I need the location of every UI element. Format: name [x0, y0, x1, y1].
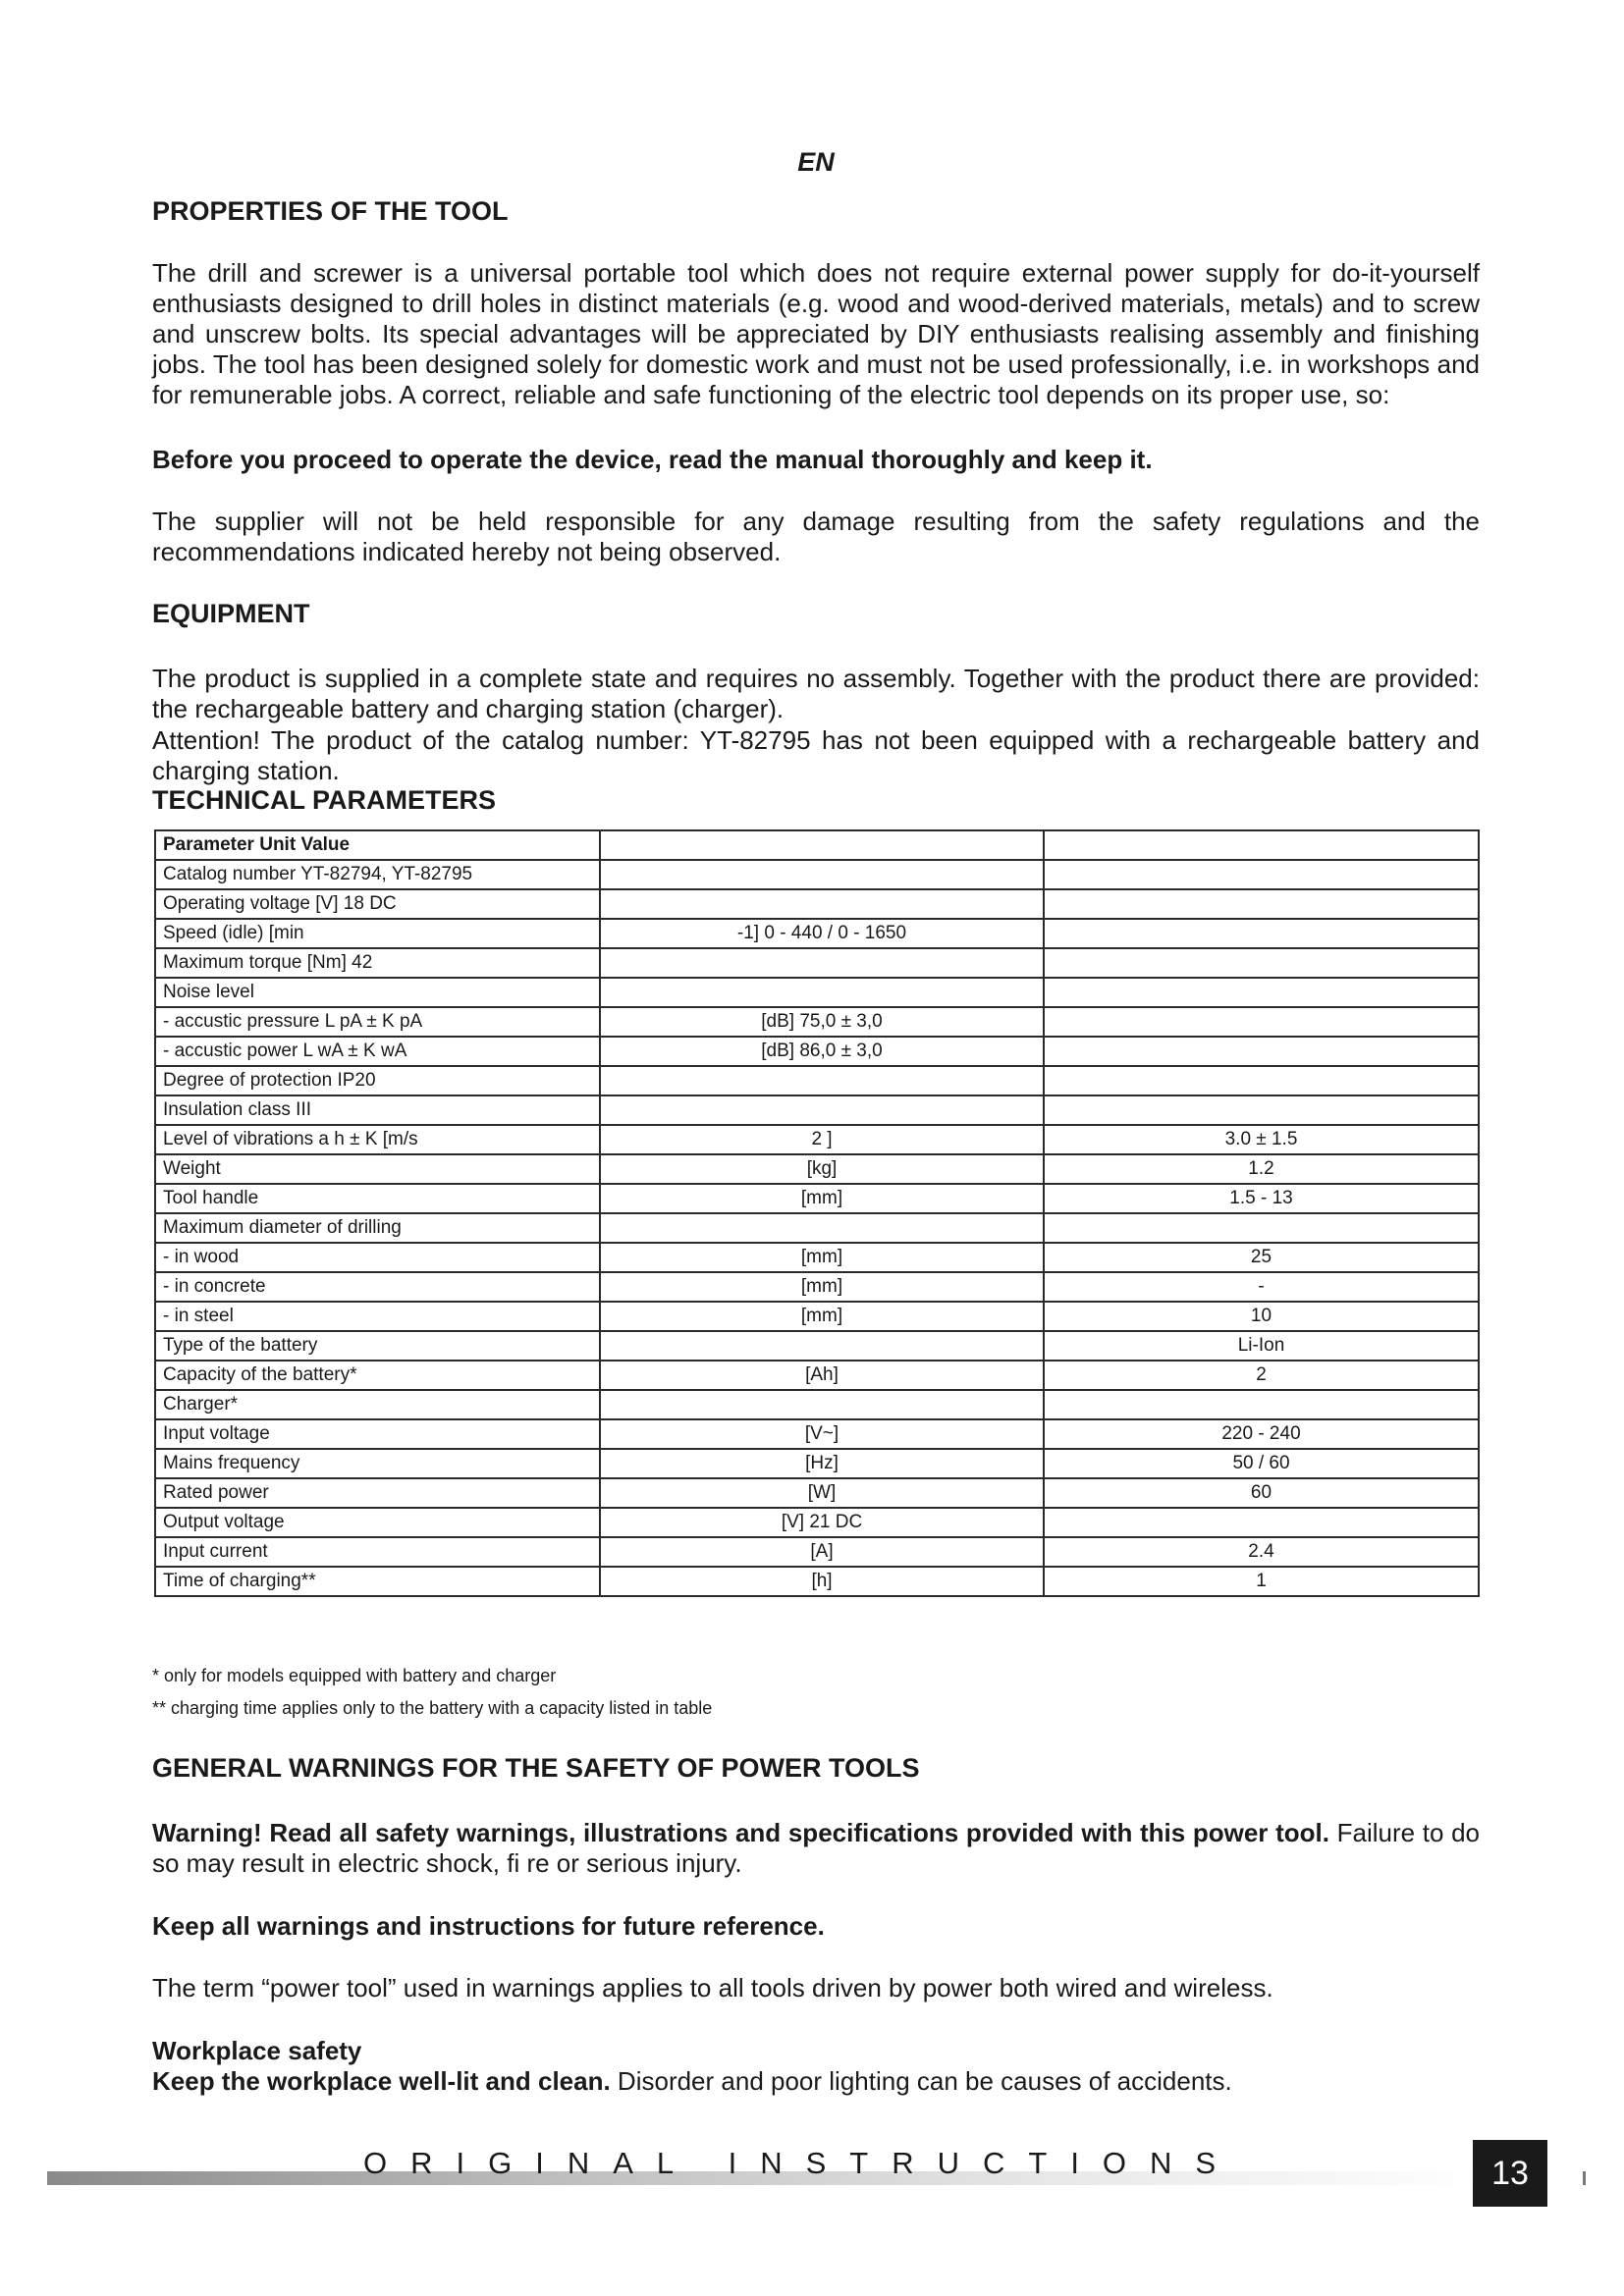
table-row [155, 1184, 1479, 1213]
table-row [155, 1508, 1479, 1537]
table-cell-c3 [1044, 948, 1479, 978]
table-cell-c2 [600, 1213, 1044, 1243]
table-cell-c2: 2 ] [600, 1125, 1044, 1154]
table-cell-c3 [1044, 1508, 1479, 1537]
equipment-paragraph: The product is supplied in a complete state and requires no assembly. Together with the product there are provided: the rechargeable battery and charging station (charger). [152, 664, 1480, 723]
table-cell-c1: Speed (idle) [min [155, 919, 600, 948]
table-cell-c1: Degree of protection IP20 [155, 1066, 600, 1095]
table-cell-c1: Input voltage [155, 1419, 600, 1449]
table-cell-c2 [600, 948, 1044, 978]
table-cell-c2: -1] 0 - 440 / 0 - 1650 [600, 919, 1044, 948]
table-cell-c2: [Ah] [600, 1361, 1044, 1390]
table-cell-c1: Input current [155, 1537, 600, 1567]
table-row [155, 1066, 1479, 1095]
table-cell-c2: [V~] [600, 1419, 1044, 1449]
warning-paragraph [152, 1818, 1480, 1879]
table-cell-c2: [dB] 75,0 ± 3,0 [600, 1007, 1044, 1037]
table-row [155, 919, 1479, 948]
table-cell-c2 [600, 1390, 1044, 1419]
table-cell-c3: 1 [1044, 1567, 1479, 1596]
table-row [155, 860, 1479, 889]
table-header-row [155, 830, 1479, 860]
footer-tick-mark [1583, 2171, 1586, 2185]
table-row [155, 1331, 1479, 1361]
table-cell-c2: [mm] [600, 1184, 1044, 1213]
table-cell-c1: Output voltage [155, 1508, 600, 1537]
table-row [155, 1537, 1479, 1567]
table-cell-c1: Insulation class III [155, 1095, 600, 1125]
table-cell-c3 [1044, 860, 1479, 889]
table-cell-c3: Li-Ion [1044, 1331, 1479, 1361]
supplier-disclaimer: The supplier will not be held responsible for any damage resulting from the safety regulations and the recommendations indicated hereby not being observed. [152, 507, 1480, 566]
technical-parameters-table [154, 829, 1480, 1597]
table-row [155, 1361, 1479, 1390]
table-cell-c1: Noise level [155, 978, 600, 1007]
table-row [155, 948, 1479, 978]
table-cell-c3: 1.5 - 13 [1044, 1184, 1479, 1213]
table-cell-c1: Maximum torque [Nm] 42 [155, 948, 600, 978]
table-cell-c1: Rated power [155, 1478, 600, 1508]
table-cell-c2 [600, 889, 1044, 919]
table-cell-c3: 10 [1044, 1302, 1479, 1331]
table-row [155, 1449, 1479, 1478]
table-cell-c2: [V] 21 DC [600, 1508, 1044, 1537]
heading-general-warnings: GENERAL WARNINGS FOR THE SAFETY OF POWER TOOLS [152, 1753, 920, 1783]
table-cell-c1: - accustic power L wA ± K wA [155, 1037, 600, 1066]
table-cell-c1: - in wood [155, 1243, 600, 1272]
table-cell-c1: Type of the battery [155, 1331, 600, 1361]
heading-properties: PROPERTIES OF THE TOOL [152, 196, 509, 226]
subheading-workplace-safety: Workplace safety [152, 2036, 362, 2065]
table-cell-c2: [mm] [600, 1272, 1044, 1302]
table-cell-c1: Catalog number YT-82794, YT-82795 [155, 860, 600, 889]
workplace-bold-text: Keep the workplace well-lit and clean. [152, 2066, 611, 2096]
workplace-rest-text: Disorder and poor lighting can be causes of accidents. [610, 2066, 1232, 2096]
read-manual-note: Before you proceed to operate the device, read the manual thoroughly and keep it. [152, 445, 1153, 474]
table-cell-c1: Level of vibrations a h ± K [m/s [155, 1125, 600, 1154]
table-cell-c3: 60 [1044, 1478, 1479, 1508]
footnote-1: * only for models equipped with battery and charger [152, 1666, 557, 1685]
table-cell-c3 [1044, 1390, 1479, 1419]
table-row [155, 1243, 1479, 1272]
table-cell-c2: [Hz] [600, 1449, 1044, 1478]
properties-paragraph: The drill and screwer is a universal portable tool which does not require external power supply for do-it-yourself enthusiasts designed to drill holes in distinct materials (e.g. wood and wood-derived materials, metals) and to screw and unscrew bolts. Its special advantages will be appreciated by DIY enthusiasts realising assembly and finishing jobs. The tool has been designed solely for domestic work and must not be used professionally, i.e. in workshops and for remunerable jobs. A correct, reliable and safe functioning of the electric tool depends on its proper use, so: [152, 258, 1480, 409]
table-row [155, 1037, 1479, 1066]
table-row [155, 1419, 1479, 1449]
table-cell-c3 [1044, 1037, 1479, 1066]
table-cell-c3 [1044, 1066, 1479, 1095]
table-cell-c3 [1044, 919, 1479, 948]
table-row [155, 1125, 1479, 1154]
heading-technical-parameters: TECHNICAL PARAMETERS [152, 785, 497, 815]
table-cell-c2: [kg] [600, 1154, 1044, 1184]
table-cell-c3: 3.0 ± 1.5 [1044, 1125, 1479, 1154]
footnote-2: ** charging time applies only to the battery with a capacity listed in table [152, 1698, 713, 1718]
table-row [155, 1154, 1479, 1184]
table-cell-c3: - [1044, 1272, 1479, 1302]
table-cell-c3 [1044, 978, 1479, 1007]
table-cell-c1: - accustic pressure L pA ± K pA [155, 1007, 600, 1037]
page-number: 13 [1473, 2140, 1547, 2207]
table-row [155, 889, 1479, 919]
table-cell-c1: Tool handle [155, 1184, 600, 1213]
equipment-attention: Attention! The product of the catalog number: YT-82795 has not been equipped with a rechargeable battery and charging station. [152, 725, 1480, 785]
table-row [155, 1007, 1479, 1037]
table-cell-c3: 50 / 60 [1044, 1449, 1479, 1478]
table-cell-c1: Maximum diameter of drilling [155, 1213, 600, 1243]
table-cell-c3: 220 - 240 [1044, 1419, 1479, 1449]
table-header-cell [600, 830, 1044, 860]
table-cell-c2: [W] [600, 1478, 1044, 1508]
table-cell-c2 [600, 860, 1044, 889]
table-cell-c3: 1.2 [1044, 1154, 1479, 1184]
table-cell-c2 [600, 1066, 1044, 1095]
table-cell-c3 [1044, 1007, 1479, 1037]
heading-equipment: EQUIPMENT [152, 599, 310, 628]
table-header-cell [1044, 830, 1479, 860]
workplace-paragraph [152, 2066, 1480, 2097]
table-cell-c2: [h] [600, 1567, 1044, 1596]
power-tool-term: The term “power tool” used in warnings applies to all tools driven by power both wired and wireless. [152, 1973, 1273, 2002]
table-cell-c3 [1044, 889, 1479, 919]
table-cell-c1: Charger* [155, 1390, 600, 1419]
table-cell-c2 [600, 978, 1044, 1007]
warning-rest-text: Failure to do so may result in electric shock, fi re or serious injury. [152, 1818, 1480, 1878]
language-label: EN [797, 147, 835, 177]
table-cell-c1: Time of charging** [155, 1567, 600, 1596]
table-cell-c1: Weight [155, 1154, 600, 1184]
table-cell-c1: - in concrete [155, 1272, 600, 1302]
table-row [155, 978, 1479, 1007]
table-row [155, 1302, 1479, 1331]
table-cell-c2 [600, 1331, 1044, 1361]
table-row [155, 1478, 1479, 1508]
table-cell-c3: 2.4 [1044, 1537, 1479, 1567]
table-row [155, 1272, 1479, 1302]
table-cell-c1: Capacity of the battery* [155, 1361, 600, 1390]
table-row [155, 1567, 1479, 1596]
table-row [155, 1095, 1479, 1125]
table-cell-c1: Operating voltage [V] 18 DC [155, 889, 600, 919]
table-row [155, 1213, 1479, 1243]
table-cell-c1: - in steel [155, 1302, 600, 1331]
table-cell-c1: Mains frequency [155, 1449, 600, 1478]
table-cell-c3 [1044, 1095, 1479, 1125]
table-cell-c2: [dB] 86,0 ± 3,0 [600, 1037, 1044, 1066]
table-cell-c2: [mm] [600, 1302, 1044, 1331]
table-cell-c3 [1044, 1213, 1479, 1243]
table-cell-c3: 25 [1044, 1243, 1479, 1272]
keep-warnings-note: Keep all warnings and instructions for future reference. [152, 1911, 825, 1941]
table-cell-c2: [mm] [600, 1243, 1044, 1272]
table-header-cell: Parameter Unit Value [155, 830, 600, 860]
table-cell-c2 [600, 1095, 1044, 1125]
table-cell-c3: 2 [1044, 1361, 1479, 1390]
table-cell-c2: [A] [600, 1537, 1044, 1567]
table-row [155, 1390, 1479, 1419]
footer-original-instructions: ORIGINAL INSTRUCTIONS [363, 2146, 1240, 2180]
warning-bold-text: Warning! Read all safety warnings, illustrations and specifications provided with this power tool. [152, 1818, 1329, 1847]
